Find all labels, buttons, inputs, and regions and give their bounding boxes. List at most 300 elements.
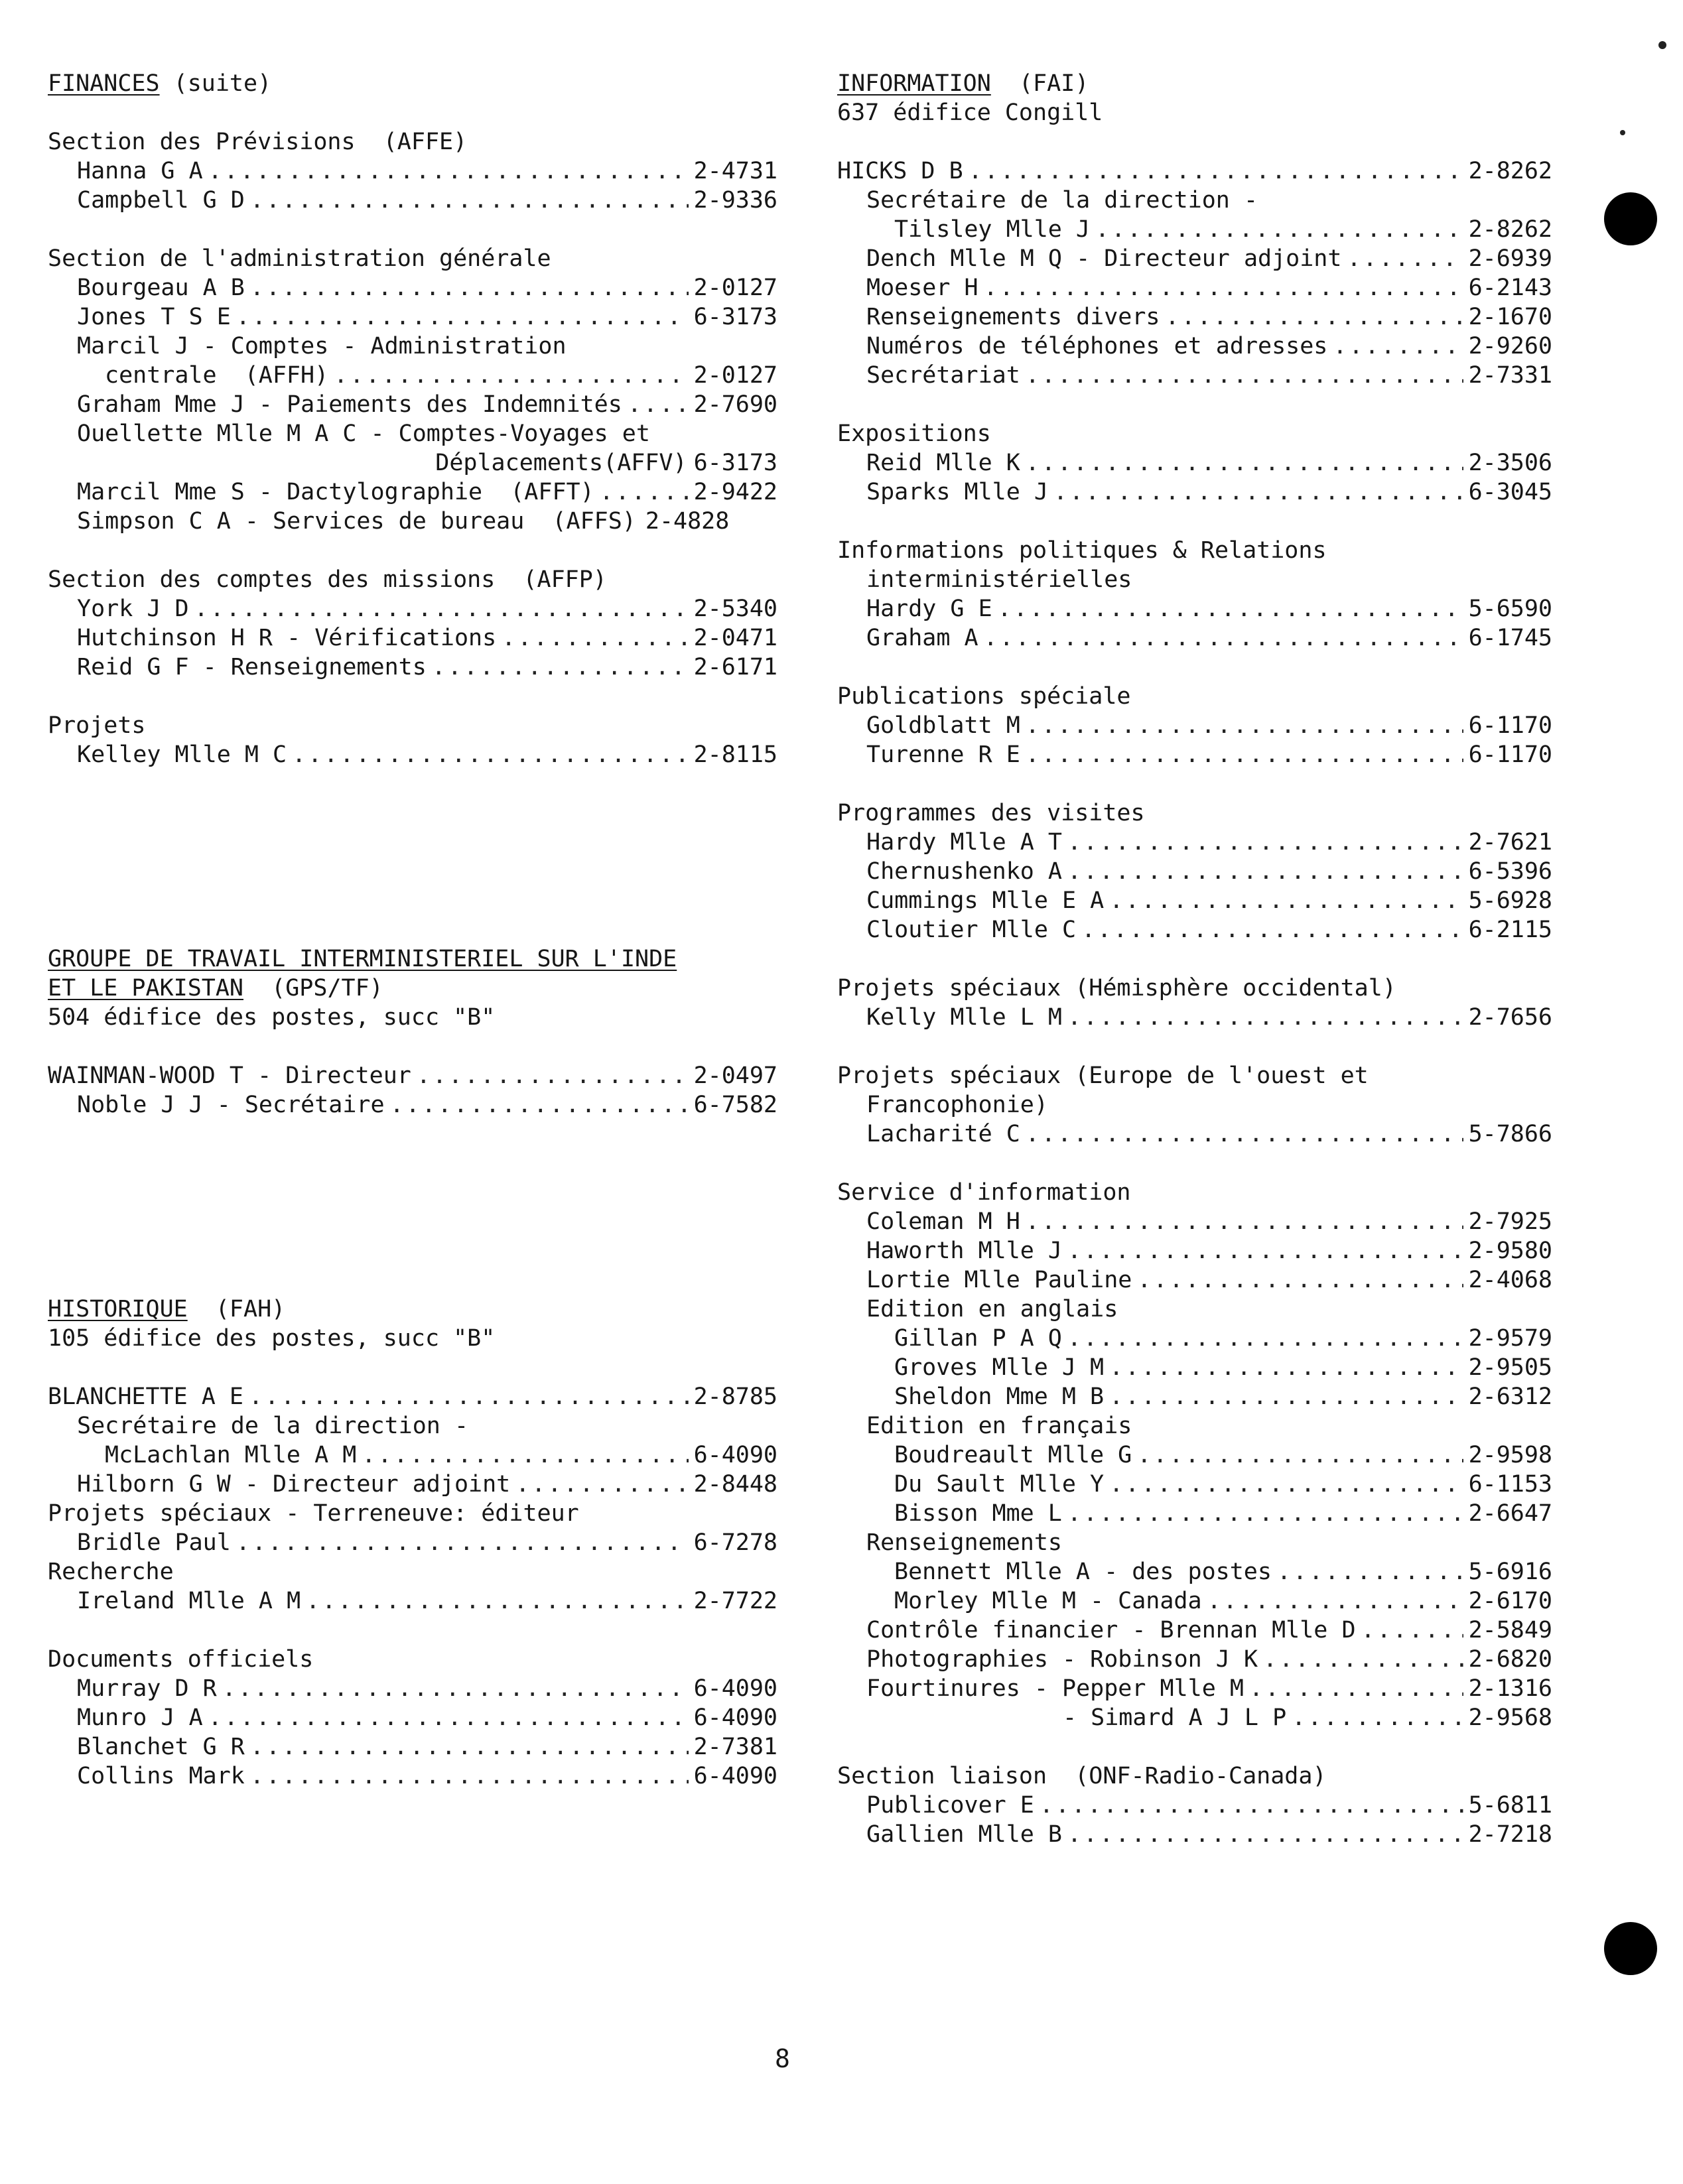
dot-leader [1249,1674,1463,1703]
projets-speciaux-label: Projets spéciaux - Terreneuve: éditeur [48,1500,579,1527]
historique-suffix: (FAH) [187,1296,286,1322]
entry-name: Déplacements(AFFV) [435,450,687,476]
directory-entry [837,478,1552,507]
entry-phone: 2-7381 [693,1734,777,1760]
entry-name: York J D [77,596,189,622]
entry-phone: 2-7621 [1468,829,1552,856]
directory-entry [837,1645,1552,1674]
entry-name: Publicover E [866,1792,1034,1819]
directory-entry [837,740,1552,769]
entry-phone: 5-6928 [1468,887,1552,914]
entry-phone: 2-9422 [693,479,777,505]
entry-name: Hardy Mlle A T [866,829,1063,856]
entry-phone: 6-7278 [693,1529,777,1556]
directory-entry [837,332,1552,361]
entry-name: Turenne R E [866,741,1020,768]
entry-phone: 2-8262 [1468,158,1552,184]
entry-phone: 2-9336 [693,187,777,214]
directory-entry [837,1265,1552,1295]
directory-entry [837,623,1552,653]
publications-label: Publications spéciale [837,683,1131,710]
directory-entry [48,390,777,419]
entry-phone: 2-6820 [1468,1646,1552,1673]
politiques-label-2: interministérielles [866,566,1132,593]
entry-name: Boudreault Mlle G [894,1442,1132,1468]
directory-entry [837,594,1552,623]
recherche-label: Recherche [48,1559,174,1585]
directory-entry [48,1061,777,1090]
entry-phone: 6-4090 [693,1704,777,1731]
dot-leader [628,390,689,419]
europe-label: Projets spéciaux (Europe de l'ouest et [837,1062,1369,1089]
dot-leader [1347,244,1463,273]
entry-phone: 6-1153 [1468,1471,1552,1498]
dot-leader [1137,1265,1463,1295]
entry-phone: 2-4828 [645,508,730,535]
dot-leader [362,1441,688,1470]
directory-entry [48,302,777,332]
dot-leader [250,1762,689,1791]
dot-leader [208,1703,689,1732]
entry-name: Hanna G A [77,158,203,184]
dot-leader [1067,1820,1463,1849]
dot-leader [236,1528,689,1557]
renseignements-label: Renseignements [866,1529,1063,1556]
directory-entry [48,594,777,623]
entry-phone: 6-3045 [1468,479,1552,505]
entry-name: Jones T S E [77,304,231,330]
entry-phone: 6-4090 [693,1675,777,1702]
directory-entry [837,273,1552,302]
dot-leader [250,273,689,302]
entry-name: Munro J A [77,1704,203,1731]
europe-label-2: Francophonie) [866,1092,1048,1118]
entry-name: Noble J J - Secrétaire [77,1092,385,1118]
dot-leader [249,1382,689,1411]
dot-leader [222,1674,689,1703]
dot-leader [1263,1645,1463,1674]
dot-leader [1277,1557,1463,1586]
entry-name: Dench Mlle M Q - Directeur adjoint [866,245,1342,272]
groupe-address: 504 édifice des postes, succ "B" [48,1004,496,1031]
scan-speck [1620,130,1625,135]
directory-entry [837,1703,1552,1732]
missions-label: Section des comptes des missions (AFFP) [48,566,607,593]
directory-entry [837,915,1552,944]
entry-name: Du Sault Mlle Y [894,1471,1105,1498]
dot-leader [194,594,689,623]
directory-entry [837,1791,1552,1820]
dot-leader [1081,915,1463,944]
entry-name: Contrôle financier - Brennan Mlle D [866,1617,1356,1643]
directory-entry [837,244,1552,273]
entry-name-line: Marcil J - Comptes - Administration [77,333,567,359]
dot-leader [1067,828,1463,857]
directory-entry [837,1236,1552,1265]
entry-phone: 2-9260 [1468,333,1552,359]
entry-name: Reid G F - Renseignements [77,654,427,680]
entry-phone: 2-7218 [1468,1821,1552,1848]
dot-leader [515,1470,688,1499]
entry-name: Fourtinures - Pepper Mlle M [866,1675,1244,1702]
directory-entry [837,711,1552,740]
entry-phone: 2-8785 [693,1383,777,1410]
dot-leader [1109,886,1463,915]
dot-leader [998,594,1463,623]
entry-phone: 2-7722 [693,1588,777,1614]
anglais-label: Edition en anglais [866,1296,1118,1322]
groupe-heading-line1 [48,944,777,974]
directory-entry [837,886,1552,915]
dot-leader [969,157,1463,186]
groupe-heading-line2 [48,974,777,1003]
directory-entry [48,157,777,186]
entry-name: Chernushenko A [866,858,1063,885]
entry-name: Bridle Paul [77,1529,231,1556]
dot-leader [1137,1441,1463,1470]
directory-entry [48,1762,777,1791]
francais-label: Edition en français [866,1413,1132,1439]
directory-entry [837,1003,1552,1032]
entry-phone: 2-1670 [1468,304,1552,330]
entry-name: Haworth Mlle J [866,1238,1063,1264]
entry-phone: 2-9505 [1468,1354,1552,1381]
entry-name: Tilsley Mlle J [894,216,1091,243]
finances-title: FINANCES [48,70,160,97]
dot-leader [1026,361,1463,390]
entry-name: Hutchinson H R - Vérifications [77,625,497,651]
directory-entry [837,857,1552,886]
dot-leader [292,740,688,769]
entry-name: - Simard A J L P [1063,1704,1287,1731]
entry-phone: 6-4090 [693,1763,777,1789]
entry-phone: 5-6811 [1468,1792,1552,1819]
directory-entry [48,507,777,536]
entry-phone: 2-6171 [693,654,777,680]
entry-name: Morley Mlle M - Canada [894,1588,1202,1614]
entry-name: Graham A [866,625,978,651]
entry-phone: 2-9580 [1468,1238,1552,1264]
visites-label: Programmes des visites [837,800,1145,826]
entry-phone: 2-7690 [693,391,777,418]
entry-name: Secrétariat [866,362,1020,389]
dot-leader [1109,1470,1463,1499]
hemisphere-label: Projets spéciaux (Hémisphère occidental) [837,975,1396,1001]
directory-entry [837,1441,1552,1470]
entry-name: Hilborn G W - Directeur adjoint [77,1471,511,1498]
previsions-section [48,127,777,215]
entry-phone: 2-9568 [1468,1704,1552,1731]
directory-entry [48,361,777,390]
entry-phone: 2-9579 [1468,1325,1552,1352]
entry-phone: 6-2143 [1468,275,1552,301]
information-title: INFORMATION [837,70,991,97]
service-label: Service d'information [837,1179,1131,1206]
dot-leader [250,1732,689,1762]
directory-entry [48,1674,777,1703]
entry-phone: 5-7866 [1468,1121,1552,1147]
entry-phone: 2-7925 [1468,1208,1552,1235]
page-number: 8 [775,2044,790,2073]
expositions-section [837,419,1552,507]
entry-name: Kelley Mlle M C [77,741,287,768]
historique-heading [48,1295,777,1324]
dot-leader [1026,740,1463,769]
entry-name: Campbell G D [77,187,245,214]
dot-leader [1207,1586,1463,1616]
dot-leader [1333,332,1463,361]
directory-entry [837,1820,1552,1849]
entry-name: Lacharité C [866,1121,1020,1147]
entry-phone: 2-8115 [693,741,777,768]
admin-section [48,244,777,536]
directory-entry [48,1441,777,1470]
directory-entry [837,1353,1552,1382]
binder-hole-bottom [1604,1922,1657,1975]
entry-phone: 6-2115 [1468,917,1552,943]
groupe-suffix: (GPS/TF) [243,975,383,1001]
dot-leader [1053,478,1463,507]
directory-entry [48,623,777,653]
dot-leader [432,653,689,682]
entry-phone: 2-5340 [693,596,777,622]
information-suffix: (FAI) [990,70,1089,97]
entry-phone: 2-4068 [1468,1267,1552,1293]
right-column [837,69,1552,1878]
dot-leader [1361,1616,1463,1645]
dot-leader [1067,1003,1463,1032]
entry-name: Sparks Mlle J [866,479,1048,505]
entry-name: Cummings Mlle E A [866,887,1105,914]
dot-leader [1026,448,1463,478]
entry-phone: 6-3173 [693,304,777,330]
entry-name: Graham Mme J - Paiements des Indemnités [77,391,622,418]
entry-phone: 2-8262 [1468,216,1552,243]
entry-phone: 2-7331 [1468,362,1552,389]
projets-section [48,711,777,769]
admin-label: Section de l'administration générale [48,245,551,272]
directory-entry [48,1732,777,1762]
entry-name: McLachlan Mlle A M [105,1442,357,1468]
directory-entry [48,186,777,215]
dot-leader [984,623,1463,653]
directory-entry [837,1382,1552,1411]
previsions-label: Section des Prévisions (AFFE) [48,129,468,155]
dot-leader [208,157,689,186]
information-heading [837,69,1552,98]
directory-entry [837,361,1552,390]
politiques-section [837,536,1552,653]
dot-leader [1067,1324,1463,1353]
dot-leader [1067,1499,1463,1528]
entry-name: Bennett Mlle A - des postes [894,1559,1272,1585]
directory-entry [48,448,777,478]
directory-entry [837,1207,1552,1236]
directory-entry [837,215,1552,244]
entry-name: WAINMAN-WOOD T - Directeur [48,1062,411,1089]
groupe-title-line1: GROUPE DE TRAVAIL INTERMINISTERIEL SUR L'INDE [48,946,677,972]
groupe-section [48,944,777,1120]
directory-entry [48,1586,777,1616]
dot-leader [1109,1382,1463,1411]
entry-name: Reid Mlle K [866,450,1020,476]
directory-entry [837,1324,1552,1353]
entry-name: Murray D R [77,1675,217,1702]
historique-section [48,1295,777,1791]
directory-entry [48,1470,777,1499]
directory-entry [837,1470,1552,1499]
directory-entry [48,1090,777,1120]
dot-leader [236,302,689,332]
information-section [837,69,1552,390]
entry-phone: 6-1170 [1468,712,1552,739]
entry-phone: 5-6916 [1468,1559,1552,1585]
dot-leader [417,1061,689,1090]
directory-entry [48,1703,777,1732]
europe-section [837,1061,1552,1149]
entry-name: centrale (AFFH) [105,362,329,389]
entry-phone: 2-0127 [693,275,777,301]
directory-entry [48,273,777,302]
entry-phone: 2-6312 [1468,1383,1552,1410]
entry-name: HICKS D B [837,158,963,184]
entry-name: Cloutier Mlle C [866,917,1077,943]
entry-name: Gallien Mlle B [866,1821,1063,1848]
entry-name: Numéros de téléphones et adresses [866,333,1328,359]
entry-name: Simpson C A - Services de bureau (AFFS) [77,508,636,535]
liaison-section [837,1762,1552,1849]
liaison-label: Section liaison (ONF-Radio-Canada) [837,1763,1327,1789]
entry-phone: 2-6647 [1468,1500,1552,1527]
dot-leader [600,478,689,507]
entry-phone: 2-5849 [1468,1617,1552,1643]
directory-entry [837,1557,1552,1586]
dot-leader [334,361,688,390]
entry-name: Bisson Mme L [894,1500,1062,1527]
directory-entry [48,653,777,682]
entry-phone: 2-9598 [1468,1442,1552,1468]
secretaire-label: Secrétaire de la direction - [77,1413,469,1439]
historique-address: 105 édifice des postes, succ "B" [48,1325,496,1352]
entry-phone: 2-6170 [1468,1588,1552,1614]
entry-name: Moeser H [866,275,978,301]
projets-label: Projets [48,712,146,739]
entry-phone: 2-8448 [693,1471,777,1498]
entry-phone: 2-1316 [1468,1675,1552,1702]
entry-name-line: Ouellette Mlle M A C - Comptes-Voyages et [77,420,650,447]
missions-section [48,565,777,682]
entry-name: Marcil Mme S - Dactylographie (AFFT) [77,479,594,505]
directory-entry [837,1586,1552,1616]
finances-section [48,69,777,98]
entry-name: Renseignements divers [866,304,1160,330]
dot-leader [1109,1353,1463,1382]
entry-phone: 2-0471 [693,625,777,651]
directory-entry [48,478,777,507]
entry-name: Hardy G E [866,596,992,622]
entry-phone: 6-1745 [1468,625,1552,651]
directory-entry [48,740,777,769]
documents-label: Documents officiels [48,1646,314,1673]
secretaire-label: Secrétaire de la direction - [866,187,1258,214]
finances-suffix: (suite) [159,70,272,97]
visites-section [837,799,1552,944]
publications-section [837,682,1552,769]
information-address: 637 édifice Congill [837,99,1103,126]
finances-heading [48,69,777,98]
expositions-label: Expositions [837,420,991,447]
dot-leader [250,186,689,215]
entry-phone: 6-7582 [693,1092,777,1118]
dot-leader [306,1586,688,1616]
entry-phone: 6-5396 [1468,858,1552,885]
dot-leader [984,273,1463,302]
entry-name: BLANCHETTE A E [48,1383,244,1410]
directory-entry [48,1382,777,1411]
directory-entry [837,828,1552,857]
dot-leader [1026,1207,1463,1236]
entry-name: Ireland Mlle A M [77,1588,301,1614]
dot-leader [390,1090,689,1120]
dot-leader [1026,711,1463,740]
directory-entry [837,302,1552,332]
historique-title: HISTORIQUE [48,1296,188,1322]
dot-leader [1292,1703,1463,1732]
entry-phone: 2-7656 [1468,1004,1552,1031]
left-column [48,69,777,1820]
dot-leader [1067,1236,1463,1265]
service-section [837,1178,1552,1732]
directory-entry [837,157,1552,186]
entry-name: Kelly Mlle L M [866,1004,1063,1031]
entry-phone: 2-3506 [1468,450,1552,476]
entry-phone: 5-6590 [1468,596,1552,622]
entry-name: Goldblatt M [866,712,1020,739]
entry-phone: 6-1170 [1468,741,1552,768]
entry-phone: 2-4731 [693,158,777,184]
entry-name: Coleman M H [866,1208,1020,1235]
entry-phone: 2-0127 [693,362,777,389]
directory-entry [837,1674,1552,1703]
entry-name: Groves Mlle J M [894,1354,1105,1381]
entry-phone: 2-6939 [1468,245,1552,272]
entry-name: Photographies - Robinson J K [866,1646,1258,1673]
entry-name: Blanchet G R [77,1734,245,1760]
entry-name: Sheldon Mme M B [894,1383,1105,1410]
binder-hole-top [1604,192,1657,245]
dot-leader [1095,215,1463,244]
entry-phone: 6-3173 [693,450,777,476]
groupe-title-line2: ET LE PAKISTAN [48,975,244,1001]
directory-entry [837,448,1552,478]
directory-entry [837,1616,1552,1645]
dot-leader [1040,1791,1463,1820]
entry-phone: 2-0497 [693,1062,777,1089]
dot-leader [1067,857,1463,886]
directory-entry [48,1528,777,1557]
entry-name: Collins Mark [77,1763,245,1789]
politiques-label: Informations politiques & Relations [837,537,1327,564]
scan-speck [1658,41,1666,49]
entry-name: Gillan P A Q [894,1325,1062,1352]
directory-entry [837,1120,1552,1149]
dot-leader [1026,1120,1463,1149]
hemisphere-section [837,974,1552,1032]
dot-leader [502,623,688,653]
entry-name: Lortie Mlle Pauline [866,1267,1132,1293]
entry-phone: 6-4090 [693,1442,777,1468]
entry-name: Bourgeau A B [77,275,245,301]
